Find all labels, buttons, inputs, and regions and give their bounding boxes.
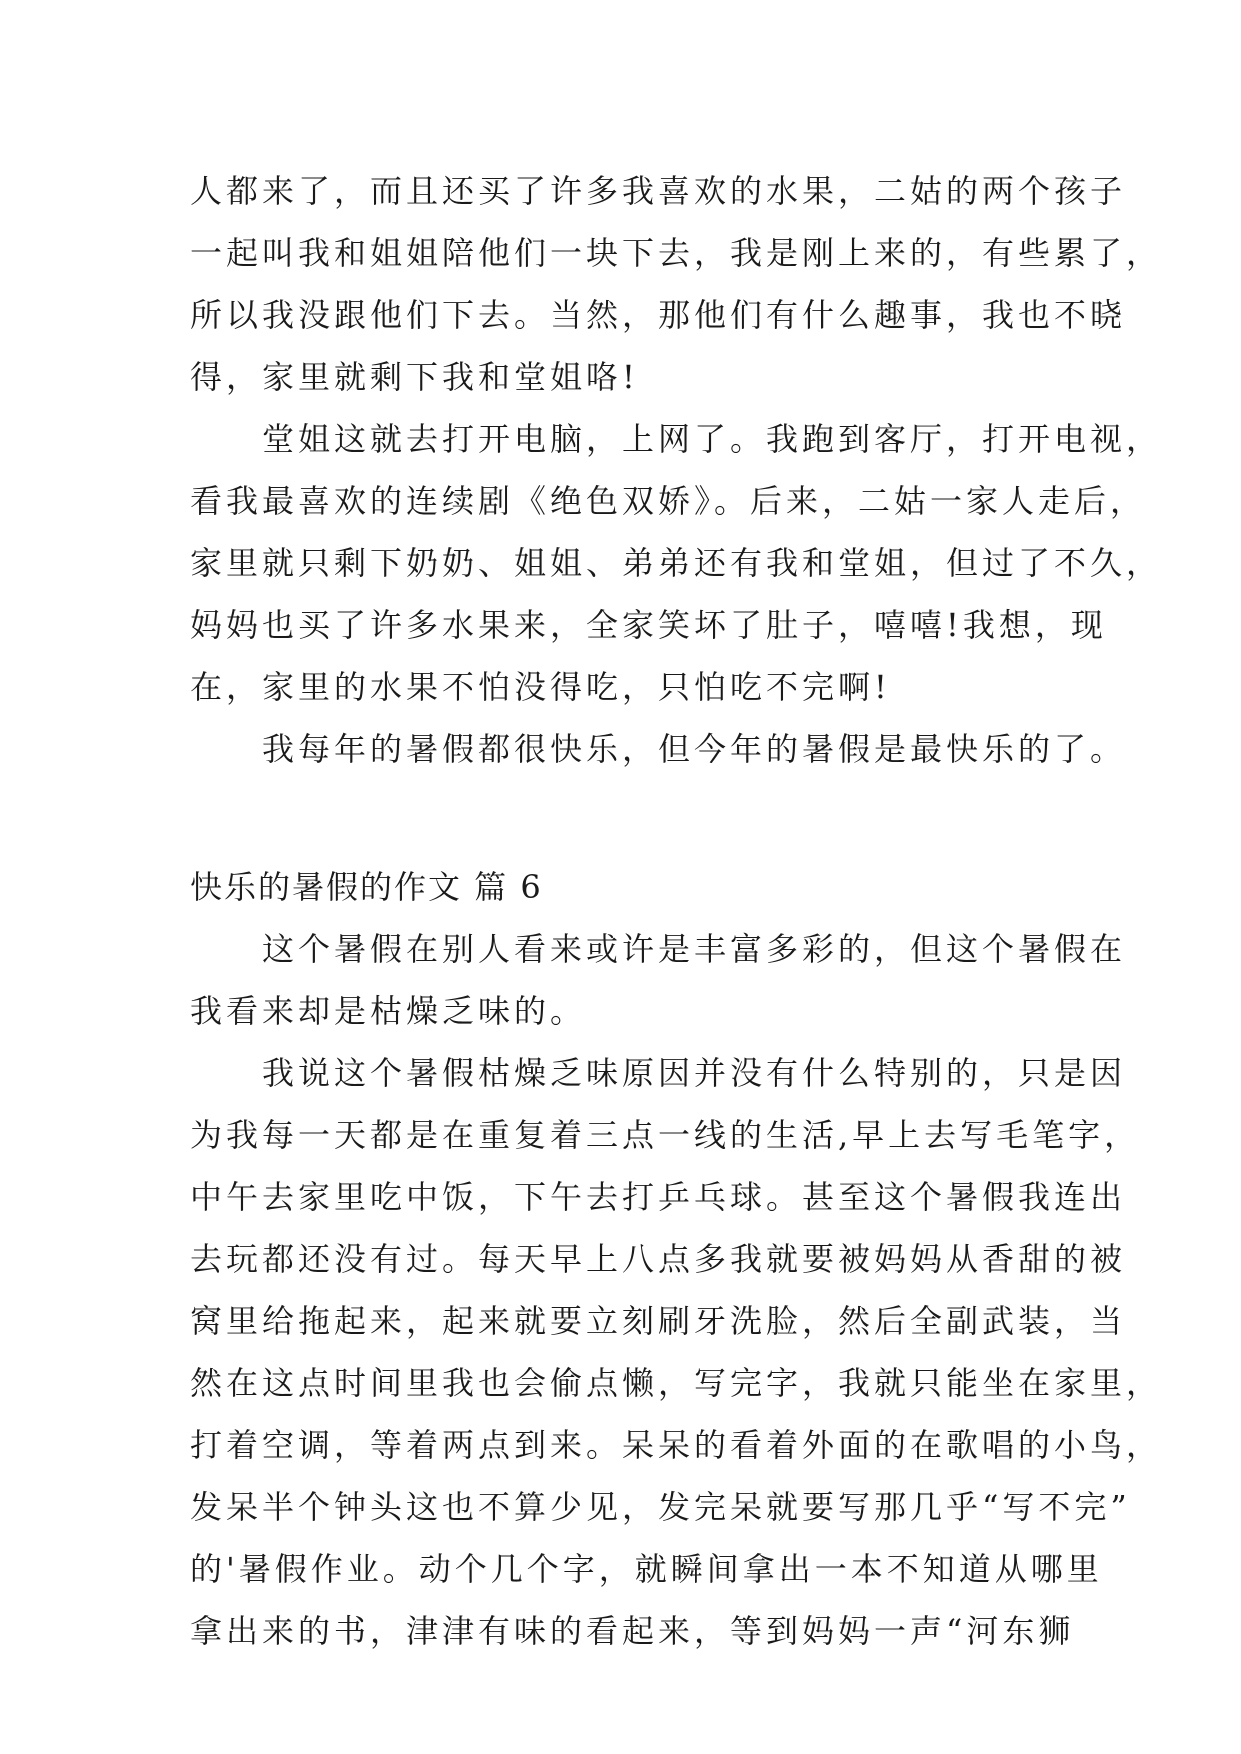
section-gap: [190, 780, 1070, 856]
paragraph-line: 所以我没跟他们下去。当然，那他们有什么趣事，我也不晓: [190, 296, 1127, 334]
paragraph-line: 看我最喜欢的连续剧《绝色双娇》。后来，二姑一家人走后，: [190, 482, 1147, 520]
paragraph-line: 一起叫我和姐姐陪他们一块下去，我是刚上来的，有些累了，: [190, 234, 1163, 272]
paragraph-line: 这个暑假在别人看来或许是丰富多彩的，但这个暑假在: [190, 930, 1127, 968]
paragraph-line: 发呆半个钟头这也不算少见，发完呆就要写那几乎“写不完”: [190, 1488, 1131, 1526]
paragraph-line: 我说这个暑假枯燥乏味原因并没有什么特别的，只是因: [190, 1054, 1127, 1092]
paragraph-line: 中午去家里吃中饭，下午去打乒乓球。甚至这个暑假我连出: [190, 1178, 1127, 1216]
paragraph-line: 家里就只剩下奶奶、姐姐、弟弟还有我和堂姐，但过了不久，: [190, 544, 1163, 582]
paragraph-line: 打着空调，等着两点到来。呆呆的看着外面的在歌唱的小鸟，: [190, 1426, 1163, 1464]
paragraph-line: 得，家里就剩下我和堂姐咯!: [190, 358, 639, 396]
section-heading: 快乐的暑假的作文 篇 6: [190, 868, 543, 906]
paragraph-line: 人都来了，而且还买了许多我喜欢的水果，二姑的两个孩子: [190, 172, 1127, 210]
paragraph-line: 为我每一天都是在重复着三点一线的生活,早上去写毛笔字，: [190, 1116, 1141, 1154]
paragraph-line: 我看来却是枯燥乏味的。: [190, 992, 587, 1030]
paragraph-line: 在，家里的水果不怕没得吃，只怕吃不完啊!: [190, 668, 891, 706]
paragraph-line: 我每年的暑假都很快乐，但今年的暑假是最快乐的了。: [190, 730, 1127, 768]
paragraph-line: 妈妈也买了许多水果来，全家笑坏了肚子，嘻嘻!我想，现: [190, 606, 1107, 644]
paragraph-line: 然在这点时间里我也会偷点懒，写完字，我就只能坐在家里，: [190, 1364, 1163, 1402]
paragraph-line: 的'暑假作业。动个几个字，就瞬间拿出一本不知道从哪里: [190, 1550, 1103, 1588]
paragraph-line: 窝里给拖起来，起来就要立刻刷牙洗脸，然后全副武装，当: [190, 1302, 1127, 1340]
paragraph-line: 堂姐这就去打开电脑，上网了。我跑到客厅，打开电视，: [190, 420, 1163, 458]
paragraph-line: 去玩都还没有过。每天早上八点多我就要被妈妈从香甜的被: [190, 1240, 1127, 1278]
paragraph-line: 拿出来的书，津津有味的看起来，等到妈妈一声“河东狮: [190, 1612, 1075, 1650]
essay-text: [190, 160, 1163, 1662]
